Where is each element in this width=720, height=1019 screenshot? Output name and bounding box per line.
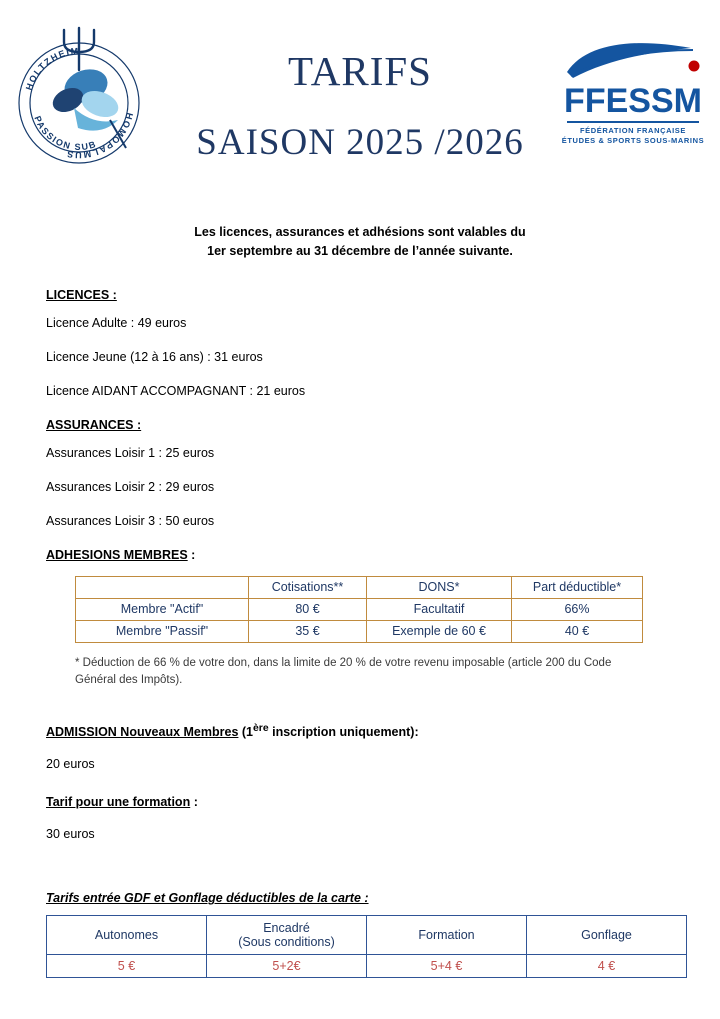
club-logo: [14, 8, 144, 193]
assurance-item: Assurances Loisir 3 : 50 euros: [46, 513, 215, 528]
admission-heading-part2: (1: [238, 725, 254, 740]
section-heading-admission: [46, 723, 674, 739]
formation-value: 30 euros: [46, 827, 95, 842]
table-cell: 80 €: [249, 598, 367, 620]
section-heading-admission-text: ADMISSION Nouveaux Membres: [46, 725, 239, 740]
table-cell: Facultatif: [367, 598, 512, 620]
table-header-cell-cotisations: Cotisations**: [249, 576, 367, 598]
section-heading-assurances: [46, 418, 674, 432]
table-row: [47, 916, 687, 955]
table-cell: 5+4 €: [367, 955, 527, 978]
admission-heading-sup: ère: [253, 723, 269, 735]
table-cell: 5+2€: [207, 955, 367, 978]
intro-line-1: Les licences, assurances et adhésions sont valables du: [194, 225, 526, 239]
table-header-cell-encadre: [207, 916, 367, 955]
section-heading-adhesions-text: ADHESIONS MEMBRES: [46, 547, 188, 562]
table-row: [76, 598, 643, 620]
table-header-cell-autonomes: [47, 916, 207, 955]
section-heading-gdf: Tarifs entrée GDF et Gonflage déductibles de la carte :: [46, 891, 369, 906]
page-subtitle: SAISON 2025 /2026: [196, 122, 524, 164]
document-header: [0, 0, 720, 205]
intro-line-2: 1er septembre au 31 décembre de l’année suivante.: [207, 244, 513, 259]
table-cell: Membre "Passif": [76, 620, 249, 642]
ffessm-name: FFESSM: [564, 82, 702, 120]
table-header-cell-empty: [76, 576, 249, 598]
licence-item: Licence Jeune (12 à 16 ans) : 31 euros: [46, 349, 263, 364]
table-cell: 5 €: [47, 955, 207, 978]
admission-heading-part3: inscription uniquement):: [268, 725, 419, 740]
table-cell: Exemple de 60 €: [367, 620, 512, 642]
gdf-header-label: Gonflage: [581, 928, 632, 943]
ffessm-subtitle-1: FÉDÉRATION FRANÇAISE: [579, 126, 687, 135]
gdf-header-label: Formation: [418, 928, 475, 943]
table-row: [76, 576, 643, 598]
section-heading-assurances-text: ASSURANCES :: [46, 417, 142, 432]
table-row: [47, 955, 687, 978]
adhesions-footnote: * Déduction de 66 % de votre don, dans la limite de 20 % de votre revenu imposable (article 200 du Code Général des Impôts).: [75, 656, 612, 686]
table-header-cell-part-deductible: Part déductible*: [512, 576, 643, 598]
gdf-header-label: Autonomes: [94, 928, 159, 943]
section-heading-adhesions-suffix: :: [187, 547, 196, 562]
adhesions-table: [75, 576, 643, 643]
section-heading-formation-text: Tarif pour une formation: [46, 795, 191, 810]
svg-text:HOMOPALMUS: HOMOPALMUS: [64, 111, 136, 161]
table-header-cell-dons: DONS*: [367, 576, 512, 598]
licence-item: Licence AIDANT ACCOMPAGNANT : 21 euros: [46, 383, 306, 398]
table-row: [76, 620, 643, 642]
table-header-cell-gonflage: [527, 916, 687, 955]
section-heading-licences-text: LICENCES :: [46, 287, 117, 302]
wave-icon: [563, 36, 703, 82]
svg-text:PASSION SUB: PASSION SUB: [32, 114, 99, 153]
table-cell: 40 €: [512, 620, 643, 642]
document-body: [0, 288, 720, 979]
svg-text:HOLTZHEIM: HOLTZHEIM: [23, 45, 81, 92]
assurance-item: Assurances Loisir 1 : 25 euros: [46, 445, 215, 460]
licence-item: Licence Adulte : 49 euros: [46, 315, 187, 330]
gdf-header-label: Encadré: [263, 921, 310, 936]
page-title: TARIFS: [288, 48, 432, 94]
table-cell: 4 €: [527, 955, 687, 978]
ffessm-subtitle-2: ÉTUDES & SPORTS SOUS-MARINS: [561, 136, 705, 146]
gdf-table: [46, 915, 687, 978]
table-header-cell-formation: [367, 916, 527, 955]
section-heading-adhesions: [46, 548, 674, 562]
section-heading-licences: [46, 288, 674, 302]
assurance-item: Assurances Loisir 2 : 29 euros: [46, 479, 215, 494]
table-cell: Membre "Actif": [76, 598, 249, 620]
title-block: [150, 48, 570, 164]
intro-text: [80, 223, 640, 262]
table-cell: 35 €: [249, 620, 367, 642]
section-heading-formation: [46, 795, 674, 809]
ffessm-logo: [558, 36, 708, 176]
table-cell: 66%: [512, 598, 643, 620]
admission-value: 20 euros: [46, 757, 95, 772]
divider: [567, 121, 699, 123]
gdf-header-sublabel: (Sous conditions): [238, 935, 335, 950]
formation-heading-suffix: :: [190, 795, 198, 810]
